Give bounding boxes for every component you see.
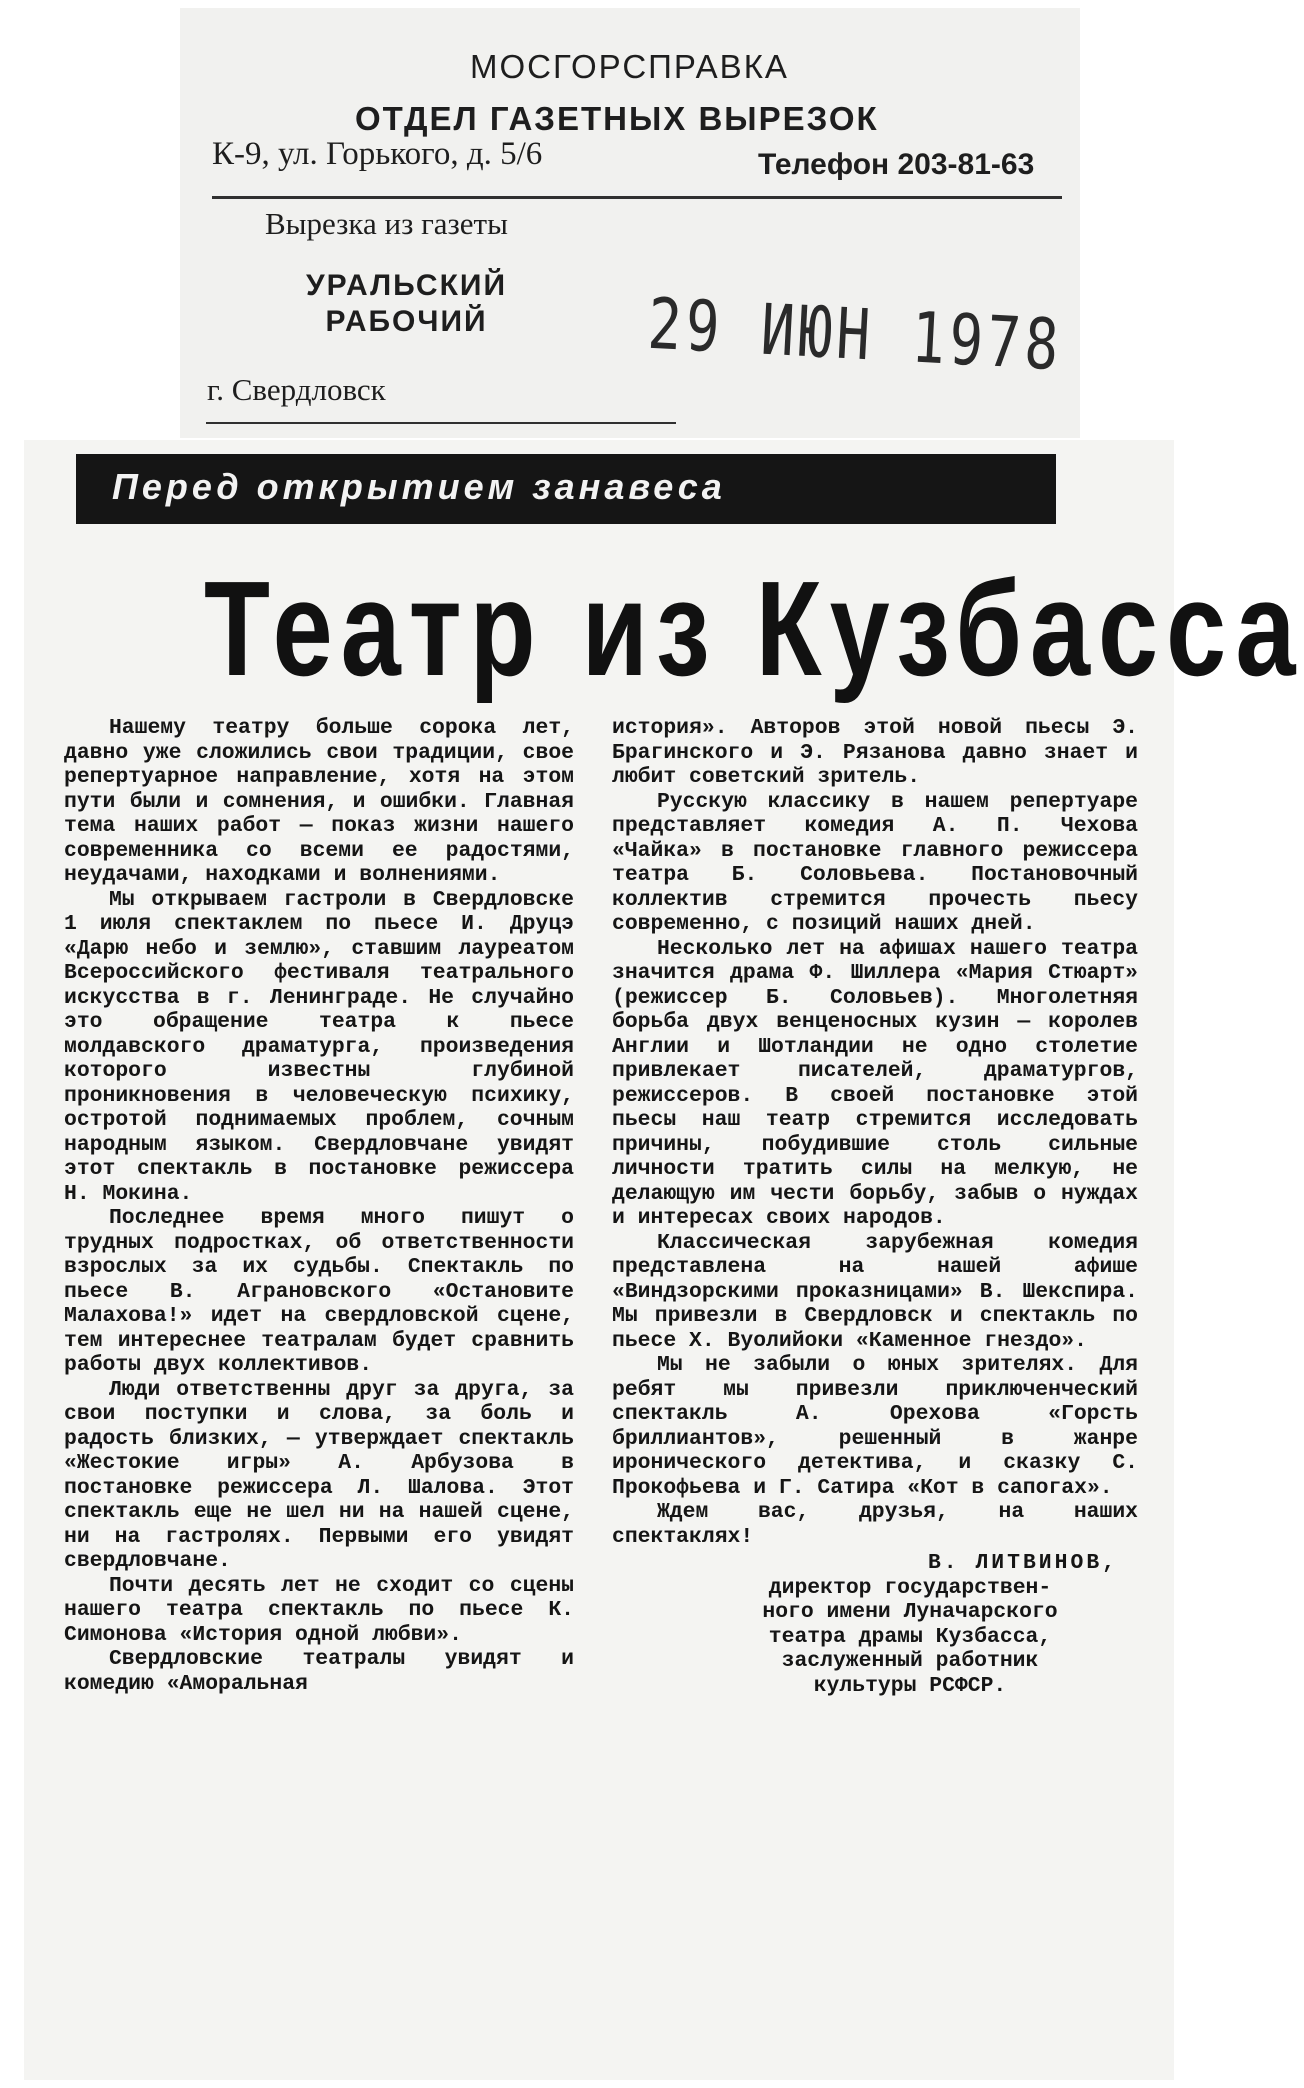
article-column-left [64, 716, 574, 1696]
header-divider [212, 196, 1062, 199]
newspaper-name-line1: УРАЛЬСКИЙ [306, 269, 508, 302]
date-stamp: 29 ИЮН 1978 [645, 283, 1065, 387]
clipping-label: Вырезка из газеты [265, 206, 508, 241]
newspaper-article [24, 440, 1304, 2080]
paragraph: Мы открываем гастроли в Свердловске 1 июля спектаклем по пьесе И. Друцэ «Дарю небо и землю», ставшим лауреатом Всероссийского фестиваля театрального искусства в г. Ленинграде. Не случайно это обращение театра к пьесе молдавского драматурга, произведения которого известны глубиной проникновения в человеческую психику, остротой поднимаемых проблем, сочным народным языком. Свердловчане увидят этот спектакль в постановке режиссера Н. Мокина. [64, 887, 574, 1206]
author-signature [612, 1551, 1138, 1698]
newspaper-name-line2: РАБОЧИЙ [325, 305, 488, 338]
paragraph: Мы не забыли о юных зрителях. Для ребят мы привезли приключенческий спектакль А. Орехова «Горсть бриллиантов», решенный в жанре иронического детектива, и сказку С. Прокофьева и Г. Сатира «Кот в сапогах». [612, 1353, 1138, 1500]
rubric-text: Перед открытием занавеса [112, 466, 726, 507]
article-column-right [612, 716, 1138, 1698]
department-name: ОТДЕЛ ГАЗЕТНЫХ ВЫРЕЗОК [355, 100, 879, 137]
author-title-line: заслуженный работник [781, 1649, 1039, 1673]
author-title-line: театра драмы Кузбасса, [768, 1624, 1052, 1649]
paragraph: Свердловские театралы увидят и комедию «Аморальная [64, 1647, 574, 1696]
newspaper-name [306, 268, 507, 340]
paragraph: Люди ответственны друг за друга, за свои поступки и слова, за боль и радость близких, — утверждает спектакль «Жестокие игры» А. Арбузова в постановке режиссера Л. Шалова. Этот спектакль еще не шел ни на нашей сцене, ни на гастролях. Первыми его увидят свердловчане. [64, 1377, 574, 1573]
paragraph: Ждем вас, друзья, на наших спектаклях! [612, 1500, 1138, 1549]
author-title-line: ного имени Луначарского [762, 1600, 1058, 1624]
paragraph: Несколько лет на афишах нашего театра значится драма Ф. Шиллера «Мария Стюарт» (режиссер Б. Соловьев). Многолетняя борьба двух венценосных кузин — королев Англии и Шотландии не одно столетие привлекает писателей, драматургов, режиссеров. В своей постановке этой пьесы наш театр стремится исследовать причины, побудившие столь сильные личности тратить силы на мелкую, не делающую им чести борьбу, забыв о нуждах и интересах своих народов. [612, 936, 1138, 1230]
rubric-banner [76, 454, 1056, 524]
city-label: г. Свердловск [207, 372, 386, 407]
article-headline: Театр из Кузбасса [204, 552, 1304, 704]
paragraph: Русскую классику в нашем репертуаре представляет комедия А. П. Чехова «Чайка» в постановке главного режиссера театра Б. Соловьева. Постановочный коллектив стремится прочесть пьесу современно, с позиций наших дней. [612, 789, 1138, 936]
agency-name: МОСГОРСПРАВКА [470, 48, 789, 85]
city-underline [206, 422, 676, 424]
paragraph: Нашему театру больше сорока лет, давно уже сложились свои традиции, свое репертуарное направление, хотя на этом пути были и сомнения, и ошибки. Главная тема наших работ — показ жизни нашего современника со всеми ее радостями, неудачами, находками и волнениями. [64, 716, 574, 887]
author-name: В. ЛИТВИНОВ, [927, 1551, 1118, 1575]
paragraph: Почти десять лет не сходит со сцены нашего театра спектакль по пьесе К. Симонова «История одной любви». [64, 1573, 574, 1647]
agency-phone: Телефон 203-81-63 [758, 148, 1035, 181]
author-title-line: директор государствен- [768, 1575, 1052, 1600]
paragraph: история». Авторов этой новой пьесы Э. Брагинского и Э. Рязанова давно знает и любит советский зритель. [612, 716, 1138, 789]
paragraph: Последнее время много пишут о трудных подростках, об ответственности взрослых за их судьбы. Спектакль по пьесе В. Аграновского «Остановите Малахова!» идет на свердловской сцене, тем интереснее театралам будет сравнить работы двух коллективов. [64, 1206, 574, 1377]
author-title-line: культуры РСФСР. [813, 1673, 1007, 1698]
agency-address: К-9, ул. Горького, д. 5/6 [212, 136, 543, 172]
paragraph: Классическая зарубежная комедия представлена на нашей афише «Виндзорскими проказницами» В. Шекспира. Мы привезли в Свердловск и спектакль по пьесе Х. Вуолийоки «Каменное гнездо». [612, 1230, 1138, 1353]
